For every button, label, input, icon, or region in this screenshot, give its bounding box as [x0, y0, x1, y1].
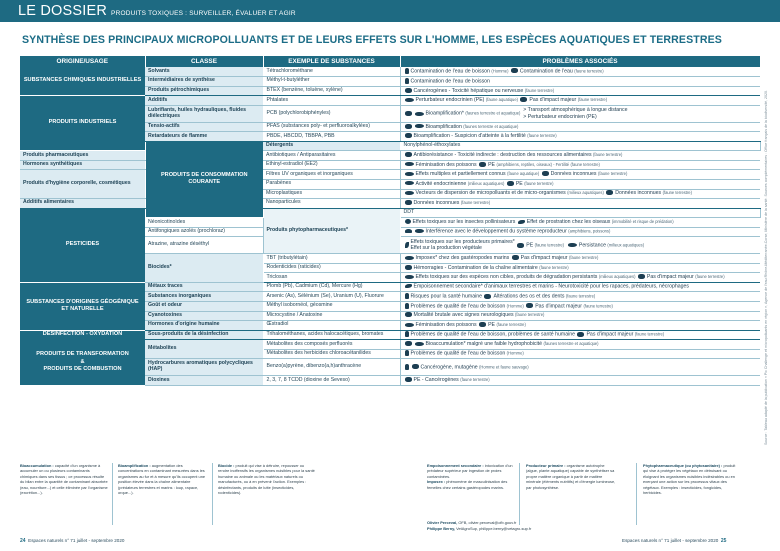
problem-cell: Féminisation des poissons PE (faune terrestre): [400, 321, 760, 331]
table-row: [20, 340, 760, 350]
problem-cell: PE - Cancérogènes (faune terrestre): [400, 376, 760, 386]
class-cell: Métabolites: [145, 340, 263, 359]
mammal-icon: [542, 171, 549, 176]
human-icon: [405, 350, 409, 356]
table-row: [20, 208, 760, 218]
mammal-icon: [412, 364, 419, 369]
mammal-icon: [526, 303, 533, 308]
human-icon: [405, 364, 409, 370]
section-title: LE DOSSIER: [18, 3, 108, 19]
glossary-bioaccumulation: Bioaccumulation : capacité d'un organisme à accumuler un ou plusieurs contaminants chimiques dans ses tissus ; ce processus résulte du bilan entre la quantité de contaminant absorbée (eau, nourriture...) et celle éliminée par l'organisme (excrétion...).: [20, 463, 108, 496]
mammal-icon: [517, 243, 524, 248]
header-problems: PROBLÈMES ASSOCIÉS: [400, 56, 760, 67]
fish-icon: [415, 124, 424, 128]
fish-icon: [405, 172, 414, 176]
substance-cell: Œstradiol: [263, 321, 400, 331]
mammal-icon: [405, 377, 412, 382]
substance-cell: Néonicotinoïdes: [145, 218, 263, 228]
substance-cell: TBT (tributylétain): [263, 254, 400, 264]
leaf-icon: [405, 242, 409, 248]
glossary-phytopharmaceutique: Phytopharmaceutique (ou phytosanitaire) : produit qui vise à protéger les végétaux en détruisant ou éloignant les organismes nuisibles indésirables ou en exerçant une action sur les processus vitaux des végétaux. Exemples : insecticides, fongicides, herbicides.: [643, 463, 736, 496]
class-cell: Additifs: [145, 96, 263, 106]
fish-icon: [405, 275, 414, 279]
mammal-icon: [405, 200, 412, 205]
group-cell: DÉSINFECTION - OXYDATION: [20, 330, 145, 340]
table-row: [20, 330, 760, 340]
class-cell: Cyanotoxines: [145, 311, 263, 321]
mammal-icon: [405, 265, 412, 270]
substance-cell: Atrazine, atrazine déséthyl: [145, 237, 263, 254]
fish-icon: [405, 181, 414, 185]
group-cell: PRODUITS INDUSTRIELS: [20, 96, 145, 151]
mammal-icon: [479, 322, 486, 327]
substance-cell: Ethinyl-estradiol (EE2): [263, 160, 400, 170]
problem-cell: Vecteurs de dispersion de micropolluants et de micro-organismes (milieux aquatiques) Données inconnues (faune terrestre): [400, 189, 760, 199]
class-cell: Intermédiaires de synthèse: [145, 77, 263, 87]
source-credit: Source : Tableau adapté de la publication « Pic Challenge et micropolluants en région », Agence de l'eau Rhône-Méditerranée-Corse, Ministère de la santé. Sources complémentaires : Office français de la biodiversité, 2020.: [764, 90, 768, 445]
micropollutants-table: [20, 56, 760, 386]
table-row: [20, 282, 760, 292]
problem-cell: Données inconnues (faune terrestre): [400, 199, 760, 209]
mammal-icon: [479, 162, 486, 167]
divider: [112, 463, 113, 525]
human-icon: [405, 293, 409, 299]
problem-cell: Effets multiples et partiellement connus (faune aquatique) Données inconnues (faune terrestre): [400, 170, 760, 180]
substance-cell: DDT: [400, 208, 760, 218]
problem-cell: Contamination de l'eau de boisson (Homme) Contamination de l'eau (faune terrestre): [400, 67, 760, 77]
footer-left: 24 Espaces naturels n° 71 juillet - septembre 2020: [20, 538, 125, 544]
class-cell: Goût et odeur: [145, 301, 263, 311]
divider: [519, 463, 520, 525]
fish-icon: [415, 112, 424, 116]
problem-cell: Bioamplification* (faunes terrestre et aquatique) > Transport atmosphérique à longue distance > Perturbateur endocrinien (PE): [400, 105, 760, 122]
class-cell: Hydrocarbures aromatiques polycycliques (HAP): [145, 359, 263, 376]
mammal-icon: [405, 133, 412, 138]
mammal-icon: [606, 190, 613, 195]
mammal-icon: [577, 332, 584, 337]
problem-cell: Hémorragies - Contamination de la chaîne alimentaire (faune terrestre): [400, 263, 760, 273]
problem-cell: Féminisation des poissons PE (amphibiens, reptiles, oiseaux) - Fertilité (faune terrestre): [400, 160, 760, 170]
glossary-bioamplification: Bioamplification : augmentation des concentrations en contaminant mesurées dans les organismes au fur et à mesure qu'ils occupent une position élevée dans la chaîne alimentaire (prédateurs terrestres et marins : loup, rapace, orque...).: [118, 463, 206, 496]
problem-cell: Problèmes de qualité de l'eau de boisson (Homme) Pas d'impact majeur (faune terrestre): [400, 301, 760, 311]
problem-cell: Effets toxiques sur des espèces non cibles, produits de dégradation persistants (milieux aquatiques) Pas d'impact majeur (faune terrestre): [400, 273, 760, 283]
mammal-icon: [405, 341, 412, 346]
problem-cell: Interférence avec le développement du système reproducteur (amphibiens, poissons): [400, 227, 760, 237]
fish-icon: [405, 98, 414, 102]
class-cell: Hormones d'origine humaine: [145, 321, 263, 331]
glossary-empoisonnement: Empoisonnement secondaire : intoxication d'un prédateur supérieur par ingestion de proies contaminées. Imposex : phénomène de masculinisation des femelles chez certains gastéropodes marins.: [427, 463, 513, 490]
fish-icon: [405, 191, 414, 195]
mammal-icon: [405, 88, 412, 93]
bird-icon: [518, 220, 525, 224]
authors: Olivier Perceval, OFB, olivier.perceval@ofb.gouv.fr Philippe Berny, VetAgroSup, philippe.berny@vetagro-sup.fr: [427, 520, 532, 531]
substance-cell: Méthyl-t-butyléther: [263, 77, 400, 87]
glossary-biocide: Biocide : produit qui vise à détruire, repousser ou rendre inoffensifs les organismes nuisibles pour la santé humaine ou animale ou les matériaux naturels ou manufacturés, ou à en prévenir l'action. Exemples : désinfectants, produits de lutte (insecticides, rodenticides).: [218, 463, 315, 496]
mammal-icon: [484, 294, 491, 299]
problem-cell: Cancérogène, mutagène (Homme et faune sauvage): [400, 359, 760, 376]
class-cell: Additifs alimentaires: [20, 199, 145, 209]
substance-cell: Trihalométhanes, acides halocacétiques, bromates: [263, 330, 400, 340]
human-icon: [405, 68, 409, 74]
table-row: [20, 170, 760, 180]
human-icon: [405, 78, 409, 84]
table-row: [20, 199, 760, 209]
substance-cell: Nanoparticules: [263, 199, 400, 209]
substance-cell: Parabènes: [263, 179, 400, 189]
class-cell: Retardateurs de flamme: [145, 132, 263, 142]
problem-cell: Problèmes de qualité de l'eau de boisson (Homme): [400, 349, 760, 359]
mammal-icon: [638, 274, 645, 279]
substance-cell: Benzo(a)pyrène, dibenzo(a,h)anthracène: [263, 359, 400, 376]
class-cell: Sous-produits de la désinfection: [145, 330, 263, 340]
problem-cell: Effets toxiques sur les producteurs primaires* Effet sur la production végétale PE (faune terrestre) Persistance (milieux aquatiques): [400, 237, 760, 254]
group-cell: PESTICIDES: [20, 208, 145, 282]
problem-cell: Perturbateur endocrinien (PE) (faune aquatique) Pas d'impact majeur (faune terrestre): [400, 96, 760, 106]
class-cell: Solvants: [145, 67, 263, 77]
fish-icon: [405, 323, 414, 327]
substance-cell: 2, 3, 7, 8 TCDD (dioxine de Seveso): [263, 376, 400, 386]
mammal-icon: [507, 181, 514, 186]
class-cell: Produits pétrochimiques: [145, 86, 263, 96]
class-cell: Lubrifiants, huiles hydrauliques, fluides diélectriques: [145, 105, 263, 122]
substance-cell: Arsenic (As), Sélénium (Se), Uranium (U), Fluorure: [263, 292, 400, 302]
substance-cell: BTEX (benzène, toluène, xylène): [263, 86, 400, 96]
mammal-icon: [520, 97, 527, 102]
group-cell: PRODUITS DE CONSOMMATION COURANTE: [145, 141, 263, 217]
snail-icon: [405, 256, 414, 260]
mammal-icon: [405, 111, 412, 116]
problem-cell: Activité endocrinienne (milieux aquatiques) PE (faune terrestre): [400, 179, 760, 189]
substance-cell: Triclosan: [263, 273, 400, 283]
substance-cell: Nonylphénol-éthoxylates: [400, 141, 760, 151]
problem-cell: Contamination de l'eau de boisson: [400, 77, 760, 87]
class-cell: Dioxines: [145, 376, 263, 386]
table-row: [20, 96, 760, 106]
frog-icon: [405, 229, 412, 233]
substance-cell: PBDE, HBCDD, TBBPA, PBB: [263, 132, 400, 142]
bird-icon: [405, 284, 412, 288]
problem-cell: Bioamplification - Suspicion d'atteinte à la fertilité (faune terrestre): [400, 132, 760, 142]
problem-cell: Bioamplification (faunes terrestre et aquatique): [400, 122, 760, 132]
problem-cell: Imposex* chez des gastéropodes marins Pas d'impact majeur (faune terrestre): [400, 254, 760, 264]
substance-cell: Antifongiques azolés (prochloraz): [145, 227, 263, 237]
table-header-row: [20, 56, 760, 67]
group-cell: SUBSTANCES CHIMIQUES INDUSTRIELLES: [20, 67, 145, 96]
substance-cell: PCB (polychlorobiphényles): [263, 105, 400, 122]
problem-cell: Empoisonnement secondaire* d'animaux terrestres et marins - Neurotoxicité pour les rapaces, prédateurs, nécrophages: [400, 282, 760, 292]
substance-cell: Phtalates: [263, 96, 400, 106]
bee-icon: [405, 219, 411, 224]
substance-cell: Microplastiques: [263, 189, 400, 199]
class-cell: Biocides*: [145, 254, 263, 283]
mammal-icon: [512, 255, 519, 260]
problem-cell: Problèmes de qualité de l'eau de boisson, problèmes de santé humaine Pas d'impact majeur (faune terrestre): [400, 330, 760, 340]
substance-cell: Métabolites des herbicides chloroacétanilides: [263, 349, 400, 359]
header-origin: ORIGINE/USAGE: [20, 56, 145, 67]
page-headline: SYNTHÈSE DES PRINCIPAUX MICROPOLLUANTS ET DE LEURS EFFETS SUR L'HOMME, LES ESPÈCES AQUATIQUES ET TERRESTRES: [22, 34, 722, 46]
header-substances: EXEMPLE DE SUBSTANCES: [263, 56, 400, 67]
mammal-icon: [405, 152, 412, 157]
substance-cell: Antibiotiques / Antiparasitaires: [263, 151, 400, 161]
class-cell: Tensio-actifs: [145, 122, 263, 132]
divider: [636, 463, 637, 525]
problem-cell: Risques pour la santé humaine Altérations des os et des dents (faune terrestre): [400, 292, 760, 302]
problem-cell: Mortalité brutale avec signes neurologiques (faune terrestre): [400, 311, 760, 321]
section-banner: [0, 0, 780, 22]
substance-cell: Rodenticides (raticides): [263, 263, 400, 273]
glossary-producteur: Producteur primaire : organisme autotrophe (algue, plante aquatique) capable de synthétiser sa propre matière organique à partir de matière minérale (éléments nutritifs) et d'énergie lumineuse, par photosynthèse.: [526, 463, 616, 490]
class-cell: Substances inorganiques: [145, 292, 263, 302]
substance-cell: PFAS (substances poly- et perfluoroalkylées): [263, 122, 400, 132]
class-cell: Métaux traces: [145, 282, 263, 292]
substance-cell: Métabolites des composés perfluorés: [263, 340, 400, 350]
footer-right: Espaces naturels n° 71 juillet - septembre 2020 25: [622, 538, 727, 544]
header-class: CLASSE: [145, 56, 263, 67]
group-cell: SUBSTANCES D'ORIGINES GÉOGÉNIQUE ET NATURELLE: [20, 282, 145, 330]
class-cell: Hormones synthétiques: [20, 160, 145, 170]
table-row: [20, 160, 760, 170]
fish-icon: [415, 229, 424, 233]
fish-icon: [568, 243, 577, 247]
table-row: [20, 151, 760, 161]
class-cell: Produits phytopharmaceutiques*: [263, 208, 400, 254]
human-icon: [405, 331, 409, 337]
human-icon: [405, 303, 409, 309]
problem-cell: Antibiorésistance - Toxicité indirecte : destruction des ressources alimentaires (faune terrestre): [400, 151, 760, 161]
section-subtitle: PRODUITS TOXIQUES : SURVEILLER, ÉVALUER ET AGIR: [111, 10, 296, 17]
substance-cell: Filtres UV organiques et inorganiques: [263, 170, 400, 180]
problem-cell: Cancérogènes - Toxicité hépatique ou nerveuse (faune terrestre): [400, 86, 760, 96]
fish-icon: [415, 342, 424, 346]
substance-cell: Tétrachlorométhane: [263, 67, 400, 77]
divider: [212, 463, 213, 525]
fish-icon: [405, 162, 414, 166]
substance-cell: Microcystine / Anatoxine: [263, 311, 400, 321]
mammal-icon: [405, 124, 412, 129]
class-cell: Produits d'hygiène corporelle, cosmétiques: [20, 170, 145, 199]
class-cell: Produits pharmaceutiques: [20, 151, 145, 161]
problem-cell: Effets toxiques sur les insectes pollinisateurs Effet de prostration chez les oiseaux (immobilité et risque de prédation): [400, 218, 760, 228]
problem-cell: Bioaccumulation* malgré une faible hydrophobicité (faunes terrestre et aquatique): [400, 340, 760, 350]
mammal-icon: [405, 312, 412, 317]
substance-cell: Méthyl isobornéol, géosmine: [263, 301, 400, 311]
group-cell: PRODUITS DE TRANSFORMATION & PRODUITS DE COMBUSTION: [20, 340, 145, 386]
substance-cell: Plomb (Pb), Cadmium (Cd), Mercure (Hg): [263, 282, 400, 292]
class-cell: Détergents: [263, 141, 400, 151]
table-row: [20, 67, 760, 77]
mammal-icon: [511, 68, 518, 73]
